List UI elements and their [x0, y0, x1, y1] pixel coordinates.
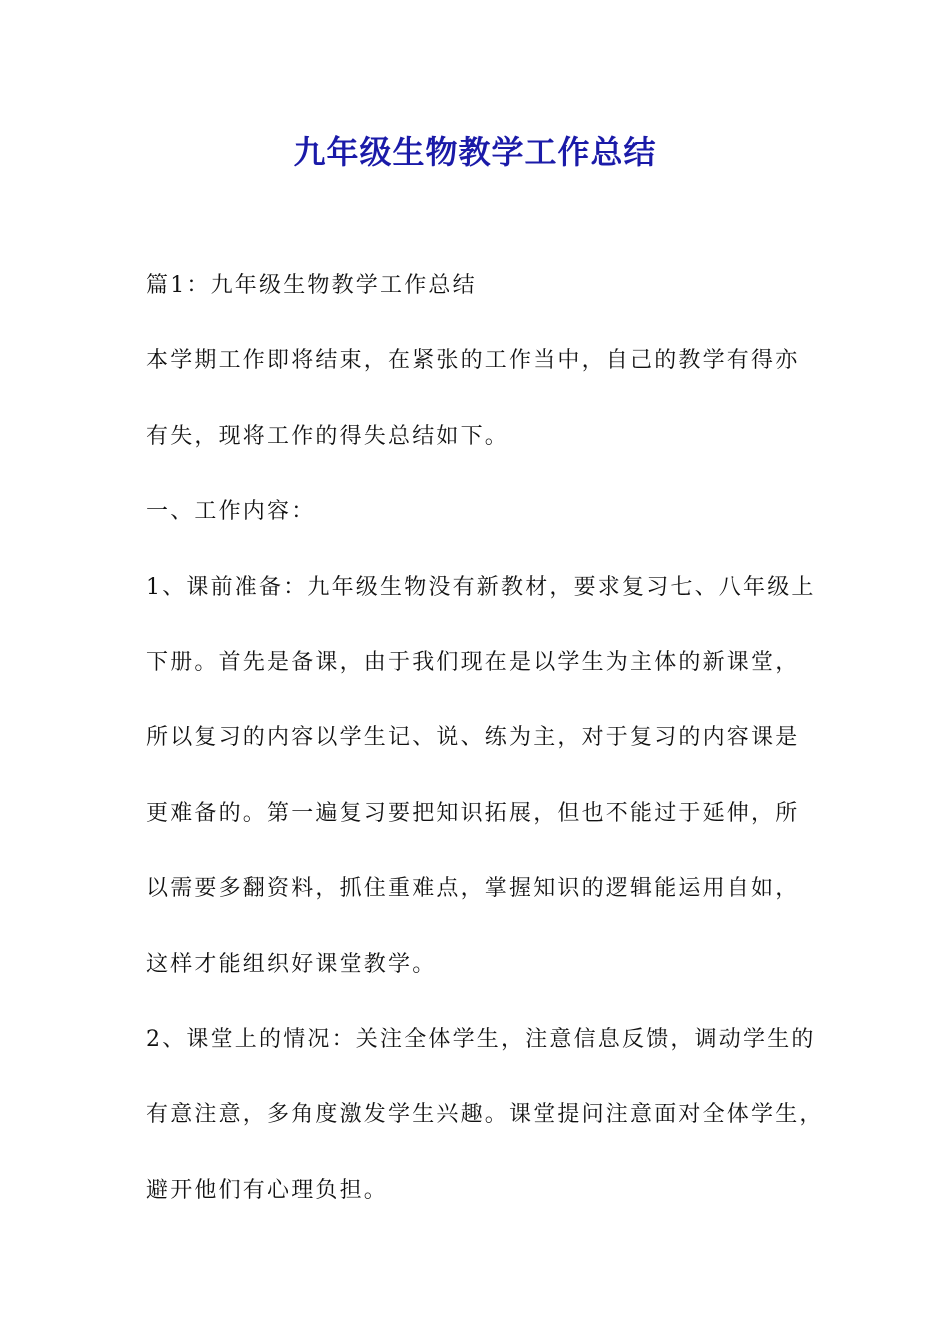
document-body — [146, 264, 826, 1244]
paragraph-line: 所以复习的内容以学生记、说、练为主，对于复习的内容课是 — [146, 725, 800, 751]
paragraph-line: 下册。首先是备课，由于我们现在是以学生为主体的新课堂， — [146, 649, 800, 675]
paragraph-line: 有失，现将工作的得失总结如下。 — [146, 423, 510, 449]
section-heading: 一、工作内容： — [146, 499, 316, 525]
paragraph-line: 有意注意，多角度激发学生兴趣。课堂提问注意面对全体学生， — [146, 1102, 824, 1128]
paragraph-line: 避开他们有心理负担。 — [146, 1177, 389, 1203]
section-heading: 篇1：九年级生物教学工作总结 — [146, 273, 477, 298]
paragraph-line: 2、课堂上的情况：关注全体学生，注意信息反馈，调动学生的 — [146, 1026, 816, 1052]
paragraph-line: 以需要多翻资料，抓住重难点，掌握知识的逻辑能运用自如， — [146, 876, 800, 902]
paragraph-line: 更难备的。第一遍复习要把知识拓展，但也不能过于延伸，所 — [146, 800, 800, 826]
paragraph-line: 1、课前准备：九年级生物没有新教材，要求复习七、八年级上 — [146, 574, 816, 600]
paragraph-line: 本学期工作即将结束，在紧张的工作当中，自己的教学有得亦 — [146, 348, 800, 374]
paragraph-line: 这样才能组织好课堂教学。 — [146, 951, 437, 977]
document-title: 九年级生物教学工作总结 — [293, 133, 657, 171]
